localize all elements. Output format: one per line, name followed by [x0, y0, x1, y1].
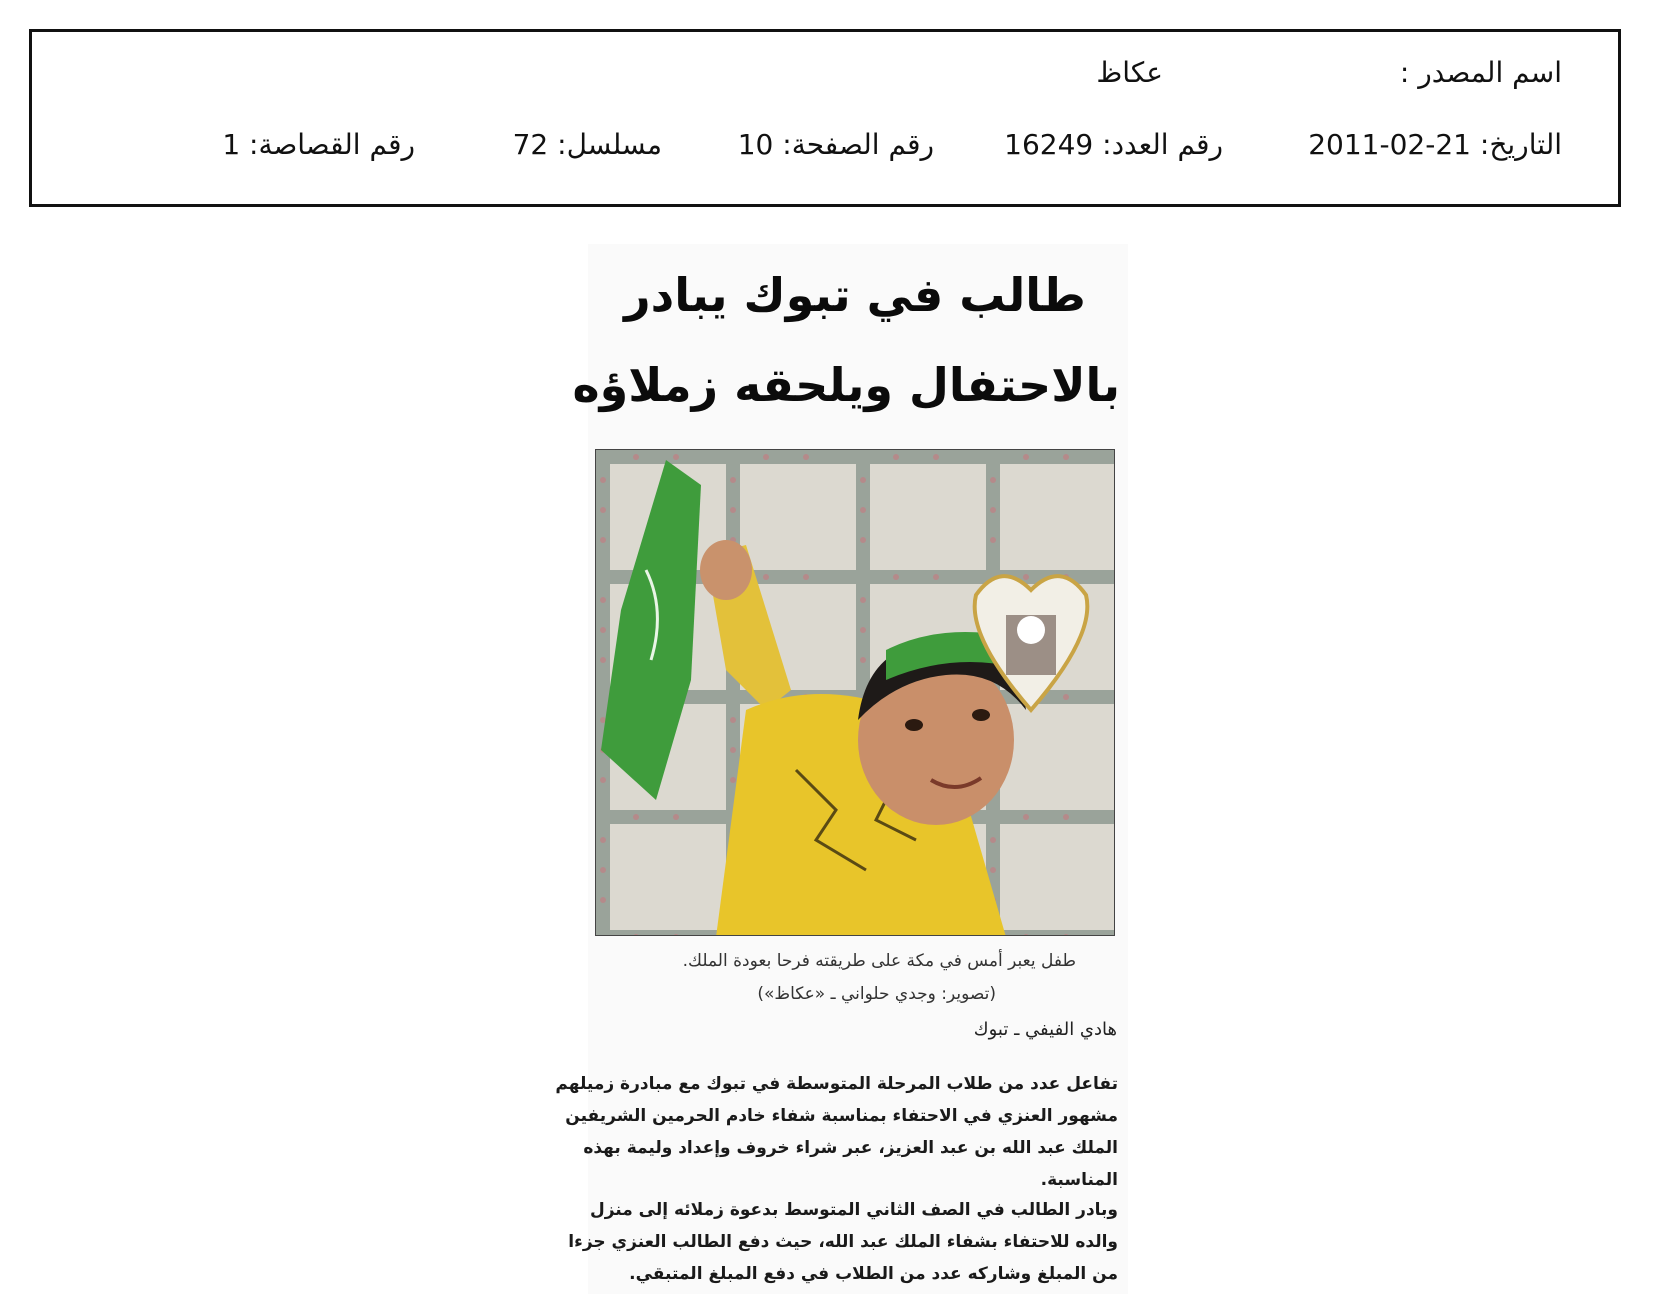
body-line: مشهور العنزي في الاحتفاء بمناسبة شفاء خادم الحرمين الشريفين: [565, 1106, 1118, 1126]
source-value: عكاظ: [1096, 56, 1163, 89]
body-line: تفاعل عدد من طلاب المرحلة المتوسطة في تبوك مع مبادرة زميلهم: [555, 1074, 1118, 1094]
body-line: المناسبة.: [1040, 1170, 1118, 1190]
byline: هادي الفيفي ـ تبوك: [973, 1019, 1117, 1040]
serial-number-label: مسلسل: 72: [512, 128, 662, 161]
source-info-box: [29, 29, 1621, 207]
photo-caption-line-1: طفل يعبر أمس في مكة على طريقته فرحا بعودة الملك.: [682, 951, 1076, 971]
headline-line-1: طالب في تبوك يبادر: [624, 268, 1086, 322]
photo-illustration: [596, 450, 1115, 936]
headline-line-2: بالاحتفال ويلحقه زملاؤه: [572, 358, 1120, 412]
body-line: والده للاحتفاء بشفاء الملك عبد الله، حيث دفع الطالب العنزي جزءا: [568, 1232, 1118, 1252]
issue-number-label: رقم العدد: 16249: [1004, 128, 1223, 161]
body-line: الملك عبد الله بن عبد العزيز، عبر شراء خروف وإعداد وليمة بهذه: [583, 1138, 1118, 1158]
date-label: التاريخ: 21-02-2011: [1308, 128, 1562, 161]
source-label: اسم المصدر :: [1399, 56, 1562, 89]
photo-caption-line-2: (تصوير: وجدي حلواني ـ «عكاظ»): [757, 984, 996, 1004]
page-number-label: رقم الصفحة: 10: [737, 128, 934, 161]
article-photo: [595, 449, 1115, 936]
body-line: من المبلغ وشاركه عدد من الطلاب في دفع المبلغ المتبقي.: [629, 1264, 1118, 1284]
clip-number-label: رقم القصاصة: 1: [222, 128, 415, 161]
body-line: وبادر الطالب في الصف الثاني المتوسط بدعوة زملائه إلى منزل: [589, 1200, 1118, 1220]
